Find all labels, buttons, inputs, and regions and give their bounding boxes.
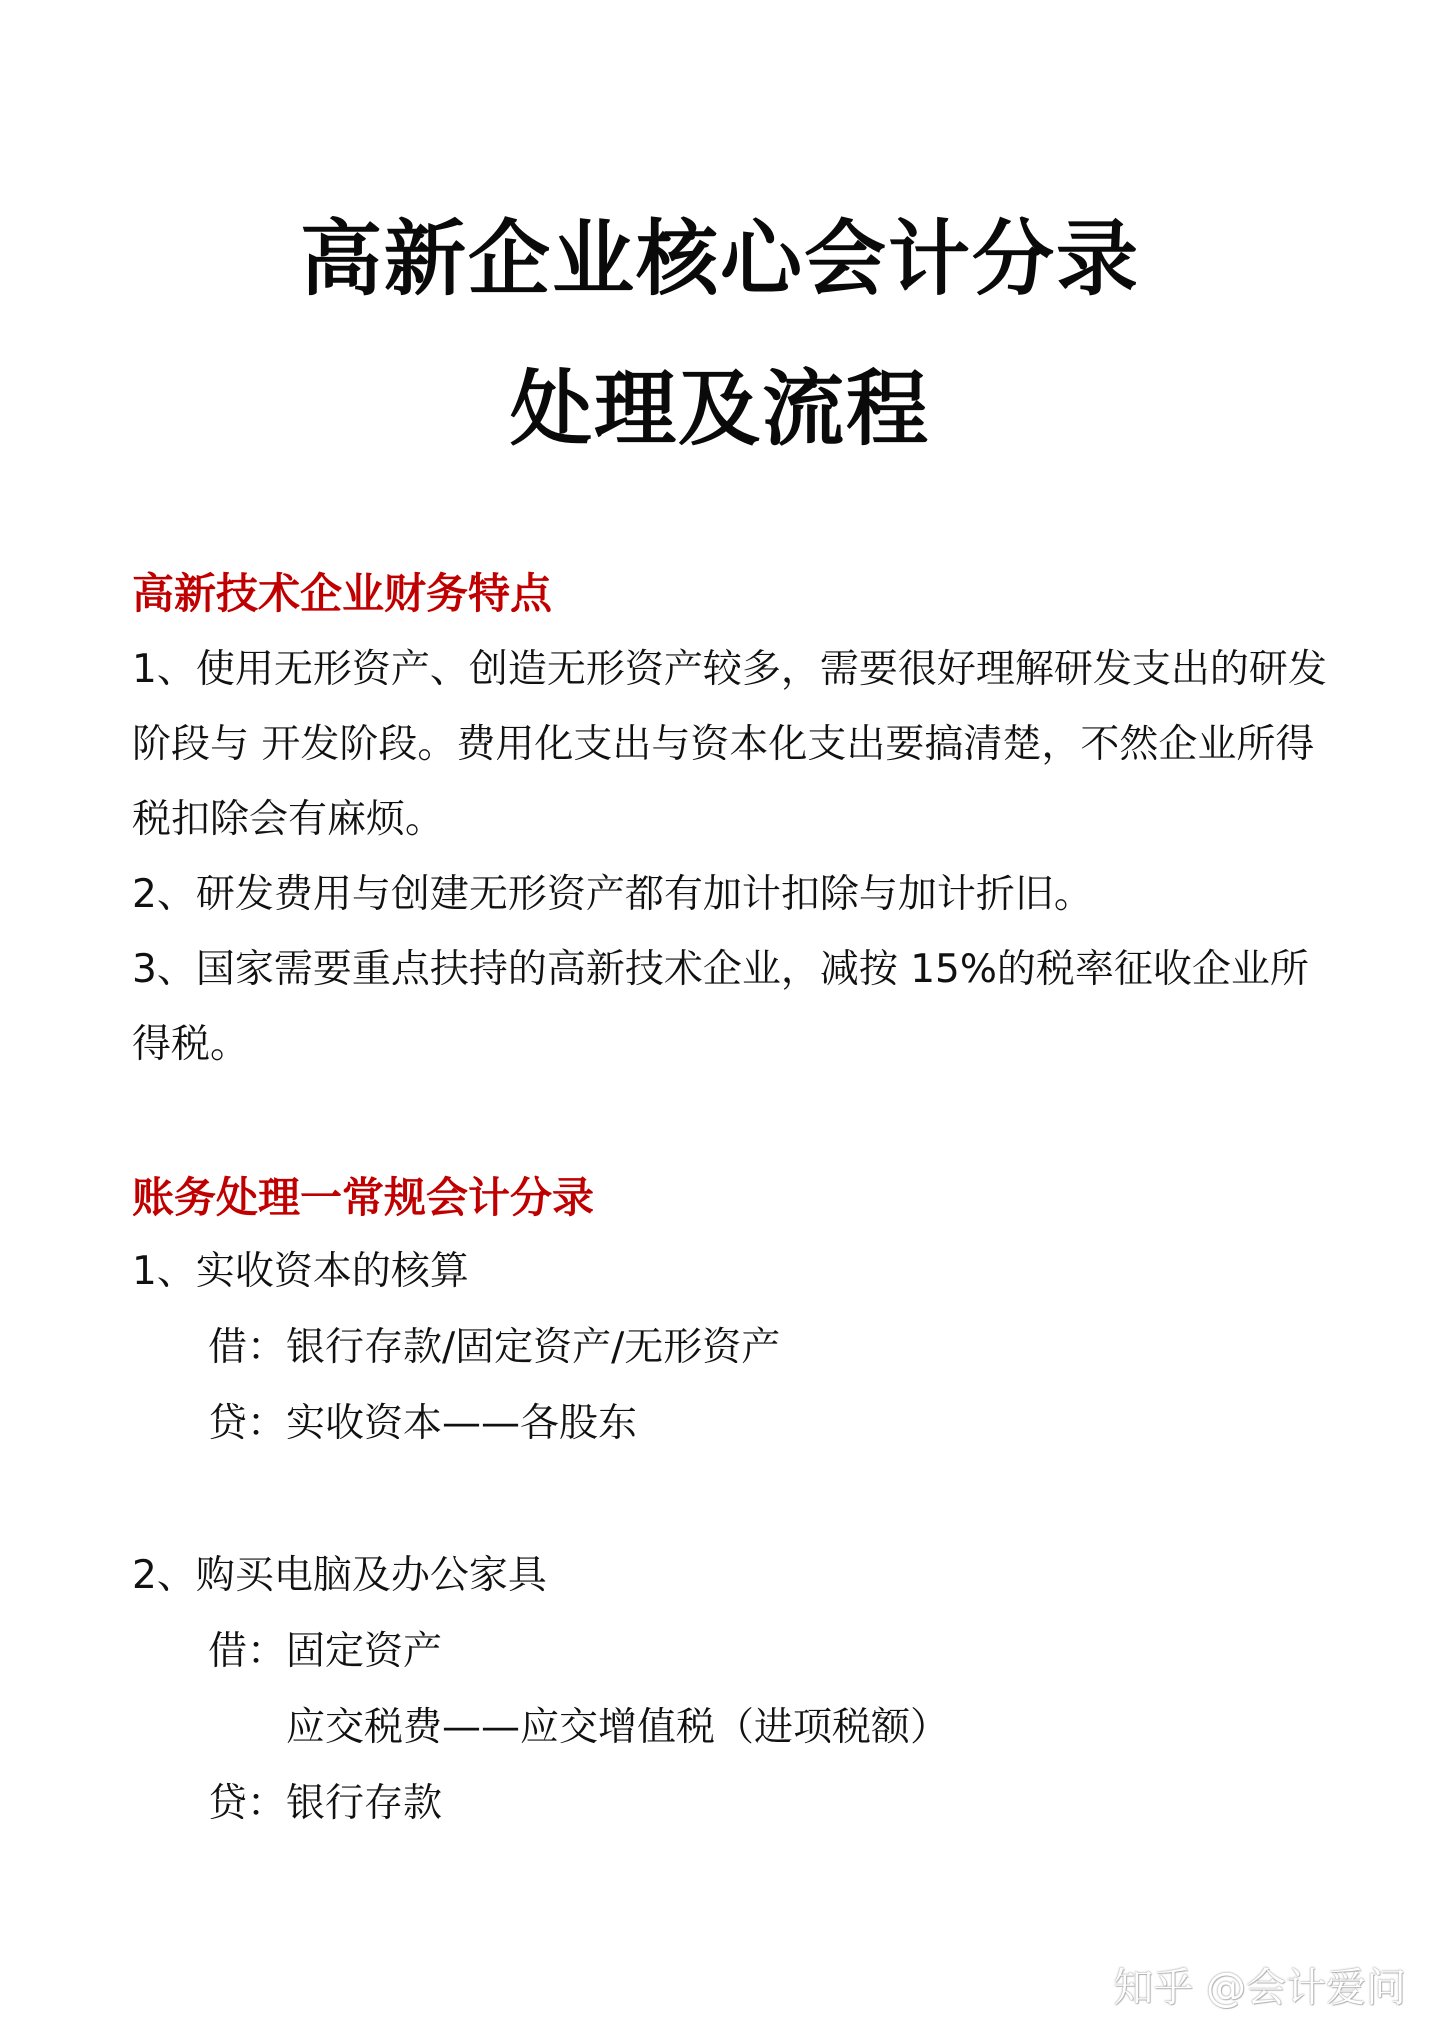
section-heading-features: 高新技术企业财务特点 (132, 569, 553, 618)
entry-title: 2、购买电脑及办公家具 (132, 1553, 547, 1598)
section-heading-entries: 账务处理一常规会计分录 (132, 1173, 595, 1222)
paragraph-line: 3、国家需要重点扶持的高新技术企业，减按 15%的税率征收企业所 (132, 947, 1309, 992)
paragraph-line: 税扣除会有麻烦。 (132, 797, 445, 842)
entry-credit: 贷：银行存款 (208, 1781, 443, 1826)
entry-debit: 借：银行存款/固定资产/无形资产 (208, 1325, 781, 1370)
paragraph-line: 1、使用无形资产、创造无形资产较多，需要很好理解研发支出的研发 (132, 647, 1327, 692)
entry-title: 1、实收资本的核算 (132, 1249, 469, 1294)
page-title-line-1: 高新企业核心会计分录 (299, 212, 1140, 307)
page-title-line-2: 处理及流程 (509, 362, 930, 457)
paragraph-line: 2、研发费用与创建无形资产都有加计扣除与加计折旧。 (132, 872, 1093, 917)
entry-credit: 贷：实收资本——各股东 (208, 1401, 638, 1446)
watermark: 知乎 @会计爱问 (1113, 1965, 1406, 2011)
entry-debit: 借：固定资产 (208, 1629, 443, 1674)
entry-debit-extra: 应交税费——应交增值税（进项税额） (286, 1705, 950, 1750)
paragraph-line: 得税。 (132, 1022, 250, 1067)
paragraph-line: 阶段与 开发阶段。费用化支出与资本化支出要搞清楚，不然企业所得 (132, 722, 1315, 767)
